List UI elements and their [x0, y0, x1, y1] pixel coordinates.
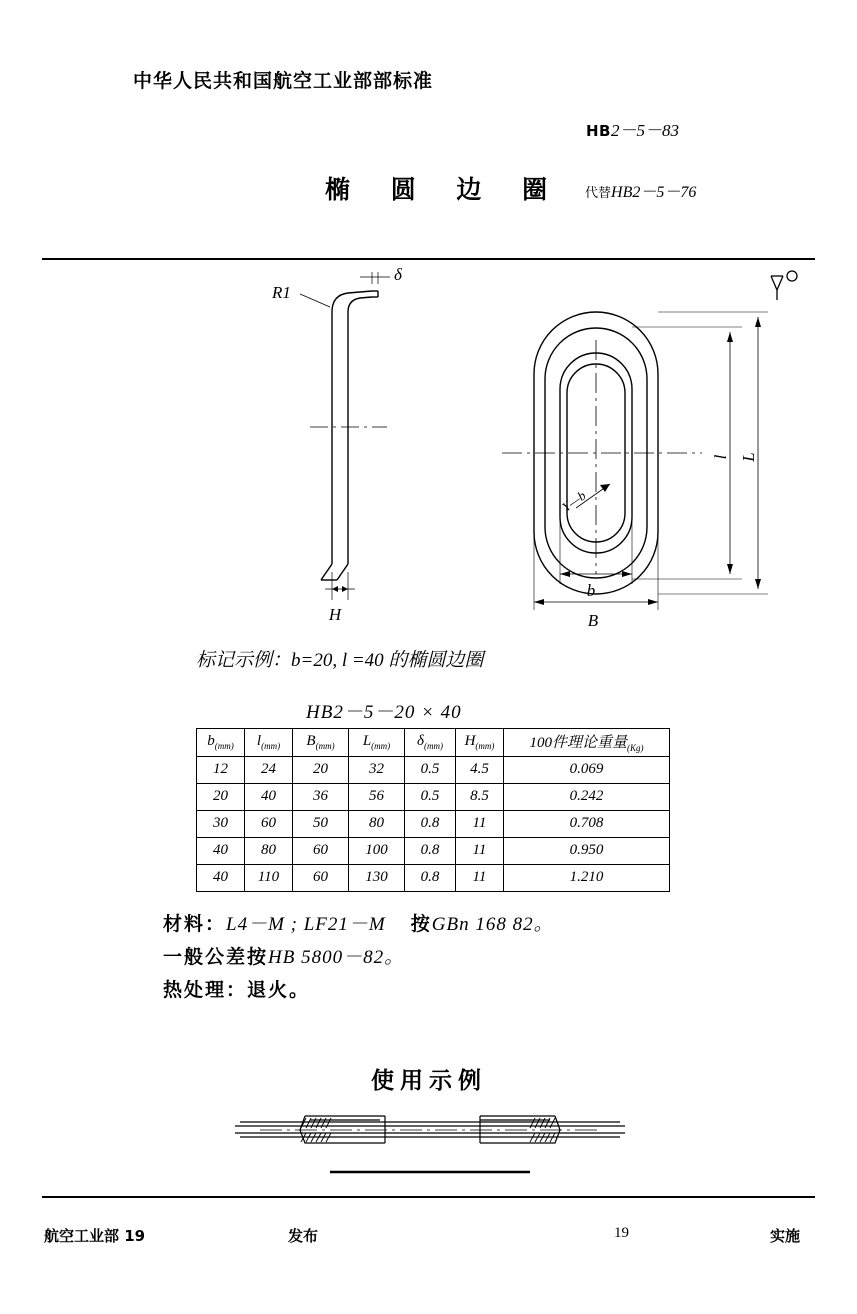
cell-B: 36 [293, 784, 349, 811]
material-spec-label: 按 [410, 913, 432, 935]
cell-L: 56 [349, 784, 405, 811]
replaces-note [585, 179, 696, 202]
cell-l: 60 [245, 811, 293, 838]
note-material [163, 908, 554, 941]
standard-number [586, 116, 679, 141]
cell-weight: 0.950 [504, 838, 670, 865]
note-tolerance [163, 941, 554, 974]
label-radius: R1 [272, 283, 291, 302]
th-weight: 100件理论重量$_{(Kg)}$ [504, 729, 670, 757]
th-delta: $\delta_{(mm)}$ [405, 729, 456, 757]
heat-label: 热处理： [163, 979, 248, 1001]
th-b: $b_{(mm)}$ [197, 729, 245, 757]
material-label: 材料： [163, 913, 227, 935]
th-L: $L_{(mm)}$ [349, 729, 405, 757]
label-inner-width: b [586, 581, 596, 600]
divider-bottom [42, 1196, 815, 1198]
label-outer-length: L [739, 452, 758, 462]
usage-example-figure [200, 1100, 660, 1180]
drawing-svg [42, 262, 815, 632]
material-value: L4－M ; LF21－M [226, 914, 386, 935]
cell-L: 100 [349, 838, 405, 865]
tolerance-label: 一般公差按 [163, 946, 269, 968]
cell-H: 11 [456, 838, 504, 865]
note-heat-treatment [163, 974, 554, 1007]
table-row [197, 784, 670, 811]
cell-b: 12 [197, 757, 245, 784]
cell-B: 60 [293, 838, 349, 865]
marking-code: HB2－5－20 × 40 [306, 702, 462, 723]
label-inner-length: l [711, 454, 730, 460]
usage-example-title: 使用示例 [371, 1068, 487, 1094]
document-title: 椭 圆 边 圈 [325, 175, 564, 204]
cell-b: 30 [197, 811, 245, 838]
page-title: 中华人民共和国航空工业部部标准 [133, 70, 434, 92]
cell-L: 130 [349, 865, 405, 892]
technical-drawing [42, 262, 815, 632]
cell-B: 60 [293, 865, 349, 892]
cell-H: 8.5 [456, 784, 504, 811]
cell-H: 11 [456, 865, 504, 892]
cell-delta: 0.8 [405, 811, 456, 838]
specification-table [196, 728, 670, 892]
footer-page-number: 19 [614, 1225, 629, 1241]
cell-H: 4.5 [456, 757, 504, 784]
footer-issue-label: 发布 [288, 1227, 319, 1245]
label-outer-width: B [587, 611, 599, 630]
replaces-number: HB2－5－76 [611, 184, 697, 201]
footer-effective-label: 实施 [770, 1227, 801, 1245]
table-row [197, 838, 670, 865]
cell-weight: 1.210 [504, 865, 670, 892]
th-H: $H_{(mm)}$ [456, 729, 504, 757]
cell-delta: 0.5 [405, 757, 456, 784]
divider-top [42, 258, 815, 260]
table-row [197, 757, 670, 784]
table-row [197, 811, 670, 838]
replaces-label: 代替 [585, 186, 612, 201]
marking-example: 标记示例：b=20, l =40 的椭圆边圈 [196, 650, 484, 671]
th-l: $l_{(mm)}$ [245, 729, 293, 757]
cell-weight: 0.069 [504, 757, 670, 784]
cell-delta: 0.8 [405, 838, 456, 865]
cell-b: 20 [197, 784, 245, 811]
cell-l: 80 [245, 838, 293, 865]
cell-B: 50 [293, 811, 349, 838]
usage-figure-svg [200, 1100, 660, 1180]
cell-b: 40 [197, 865, 245, 892]
surface-finish-icon [767, 270, 807, 304]
cell-L: 32 [349, 757, 405, 784]
standard-prefix: HB [586, 122, 611, 140]
cell-H: 11 [456, 811, 504, 838]
label-thickness: δ [394, 265, 402, 284]
notes-block [163, 908, 554, 1007]
cell-weight: 0.708 [504, 811, 670, 838]
footer-issuer: 航空工业部 19 [44, 1227, 146, 1245]
cell-l: 24 [245, 757, 293, 784]
cell-weight: 0.242 [504, 784, 670, 811]
material-spec-value: GBn 168 82。 [431, 914, 554, 935]
standard-number-value: 2－5－83 [611, 121, 679, 140]
th-B: $B_{(mm)}$ [293, 729, 349, 757]
cell-l: 110 [245, 865, 293, 892]
table-header-row [197, 729, 670, 757]
cell-b: 40 [197, 838, 245, 865]
table-row [197, 865, 670, 892]
tolerance-value: HB 5800－82。 [268, 947, 405, 968]
label-section-mark: Y—b [559, 487, 589, 515]
cell-l: 40 [245, 784, 293, 811]
cell-B: 20 [293, 757, 349, 784]
cell-L: 80 [349, 811, 405, 838]
label-height: H [328, 605, 342, 624]
cell-delta: 0.8 [405, 865, 456, 892]
heat-value: 退火。 [247, 979, 311, 1001]
cell-delta: 0.5 [405, 784, 456, 811]
